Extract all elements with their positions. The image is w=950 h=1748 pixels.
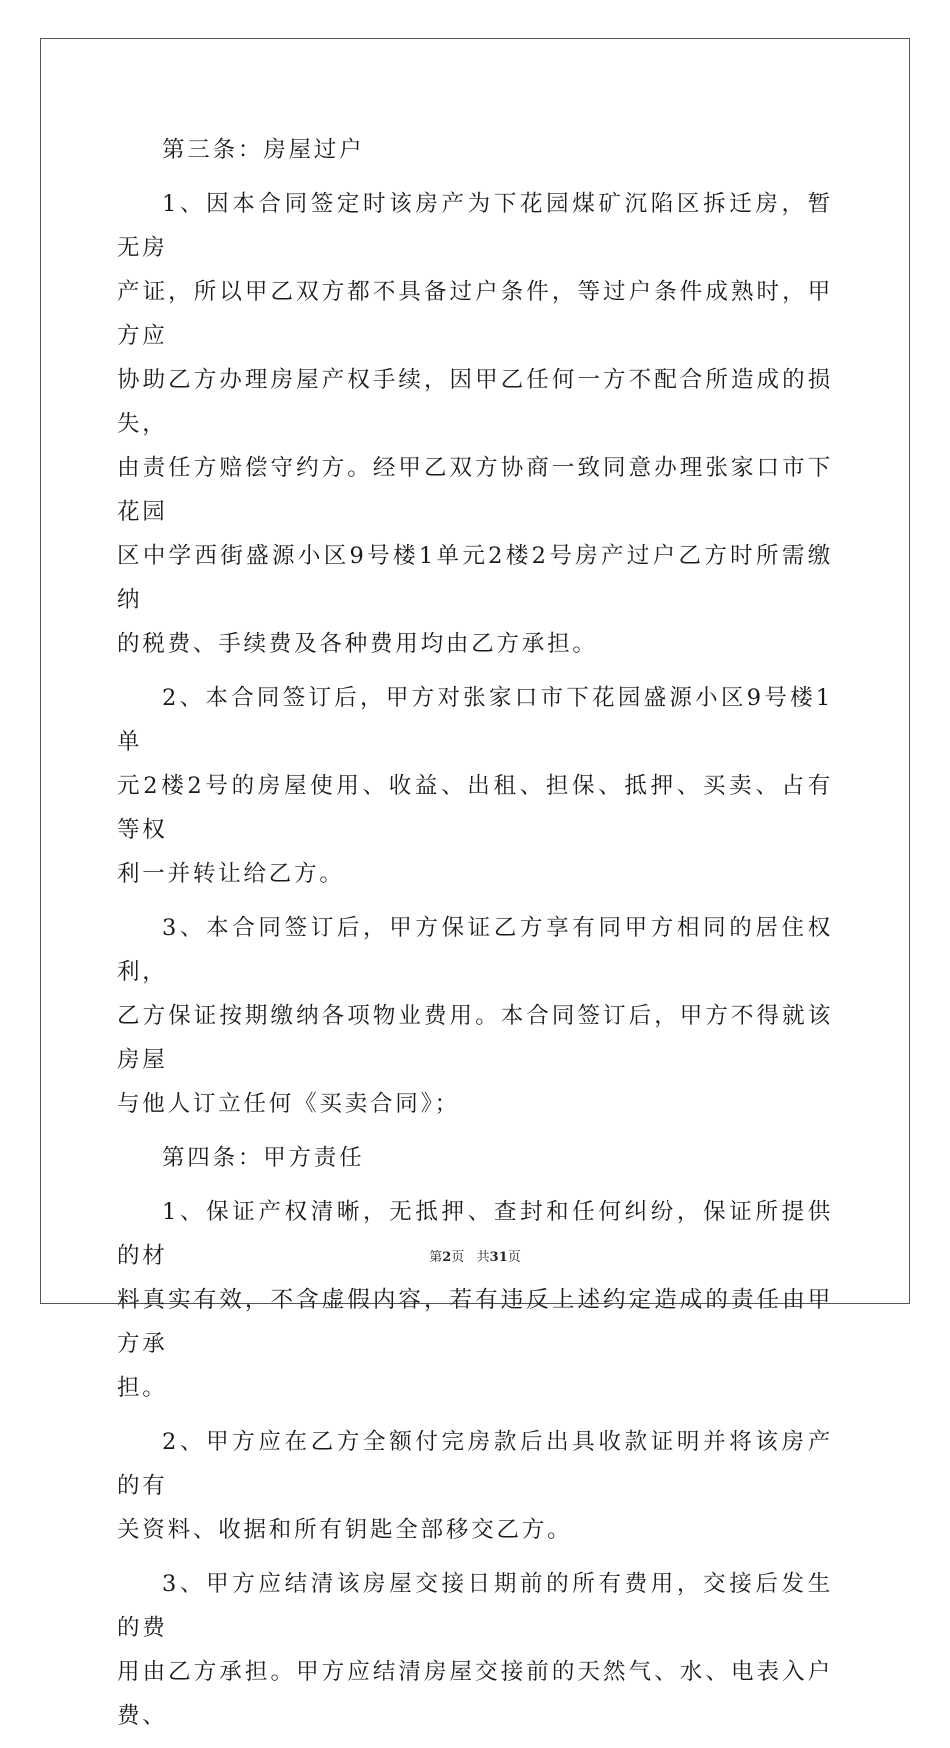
text-line: 区中学西街盛源小区9号楼1单元2楼2号房产过户乙方时所需缴纳: [117, 543, 833, 613]
text-line: 乙方保证按期缴纳各项物业费用。本合同签订后，甲方不得就该房屋: [117, 1003, 833, 1073]
page-number: 2: [442, 1250, 452, 1265]
page-footer: [0, 1246, 950, 1265]
clause-3-heading: [117, 128, 833, 172]
text-line: 的税费、手续费及各种费用均由乙方承担。: [117, 631, 598, 657]
text-line: 用由乙方承担。甲方应结清房屋交接前的天然气、水、电表入户费、: [117, 1659, 833, 1729]
text-line: 产证，所以甲乙双方都不具备过户条件，等过户条件成熟时，甲方应: [117, 279, 833, 349]
clause-4-heading: [117, 1136, 833, 1180]
text-line: 1、保证产权清晰，无抵押、查封和任何纠纷，保证所提供的材: [117, 1199, 833, 1269]
text-line: 2、本合同签订后，甲方对张家口市下花园盛源小区9号楼1单: [117, 685, 833, 755]
text-line: 料真实有效，不含虚假内容，若有违反上述约定造成的责任由甲方承: [117, 1287, 833, 1357]
text-line: 第三条：房屋过户: [162, 137, 365, 163]
clause-3-item-3: [117, 906, 833, 1126]
text-line: 第四条：甲方责任: [162, 1145, 365, 1171]
clause-4-item-3: [117, 1562, 833, 1738]
text-line: 协助乙方办理房屋产权手续，因甲乙任何一方不配合所造成的损失，: [117, 367, 833, 437]
clause-3-item-1: [117, 182, 833, 666]
text-line: 2、甲方应在乙方全额付完房款后出具收款证明并将该房产的有: [117, 1429, 833, 1499]
footer-suffix: 页: [507, 1250, 521, 1265]
text-line: 担。: [117, 1375, 168, 1401]
text-line: 3、甲方应结清该房屋交接日期前的所有费用，交接后发生的费: [117, 1571, 833, 1641]
text-line: 由责任方赔偿守约方。经甲乙双方协商一致同意办理张家口市下花园: [117, 455, 833, 525]
total-pages: 31: [489, 1250, 508, 1265]
text-line: 3、本合同签订后，甲方保证乙方享有同甲方相同的居住权利，: [117, 915, 833, 985]
footer-mid: 页 共: [451, 1250, 490, 1265]
text-line: 利一并转让给乙方。: [117, 861, 345, 887]
text-line: 元2楼2号的房屋使用、收益、出租、担保、抵押、买卖、占有等权: [117, 773, 833, 843]
clause-4-item-2: [117, 1420, 833, 1552]
text-line: 关资料、收据和所有钥匙全部移交乙方。: [117, 1517, 573, 1543]
text-line: 1、因本合同签定时该房产为下花园煤矿沉陷区拆迁房，暂无房: [117, 191, 833, 261]
clause-4-item-1: [117, 1190, 833, 1410]
footer-prefix: 第: [429, 1250, 443, 1265]
text-line: 与他人订立任何《买卖合同》；: [117, 1091, 460, 1117]
clause-3-item-2: [117, 676, 833, 896]
document-body: [117, 128, 833, 1748]
